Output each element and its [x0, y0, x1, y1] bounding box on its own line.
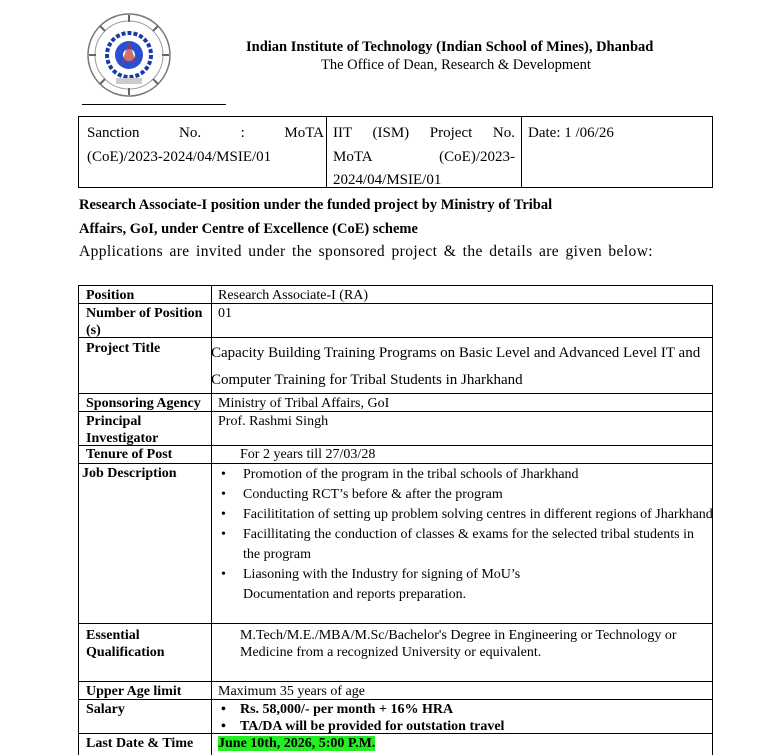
- project-line-3: 2024/04/MSIE/01: [333, 172, 442, 188]
- salary-item: • Rs. 58,000/- per month + 16% HRA: [211, 701, 713, 718]
- value-tenure: For 2 years till 27/03/28: [240, 447, 376, 462]
- row-num-positions: [78, 303, 713, 337]
- project-line-1: IIT (ISM) Project No.: [333, 125, 515, 141]
- date-text: Date: 1 /06/26: [528, 125, 614, 141]
- row-sponsoring-agency: [78, 393, 713, 411]
- label-age: Upper Age limit: [86, 684, 182, 699]
- label-position: Position: [86, 288, 135, 303]
- row-age: [78, 681, 713, 699]
- label-last-date: Last Date & Time: [86, 736, 194, 751]
- row-tenure: [78, 445, 713, 463]
- value-salary: [211, 700, 713, 733]
- row-last-date: [78, 733, 713, 755]
- label-num-positions: Number of Position (s): [86, 306, 203, 338]
- value-pi: Prof. Rashmi Singh: [218, 414, 329, 429]
- job-item: • Facilititation of setting up problem solving centres in different regions of Jharkhand: [211, 505, 713, 525]
- reference-table: [78, 116, 713, 188]
- label-pi: Principal Investigator: [86, 414, 159, 446]
- sanction-line-2: (CoE)/2023-2024/04/MSIE/01: [87, 148, 272, 165]
- label-job-description: Job Description: [82, 466, 177, 481]
- job-item: • Liasoning with the Industry for signing of MoU’s: [211, 565, 713, 585]
- sanction-line-1: Sanction No. : MoTA: [87, 125, 324, 141]
- institute-name: Indian Institute of Technology (Indian School of Mines), Dhanbad: [246, 39, 654, 55]
- row-position: [78, 285, 713, 303]
- salary-item: • TA/DA will be provided for outstation travel: [211, 718, 713, 735]
- value-job-description: [211, 464, 713, 623]
- iit-ism-logo: [86, 12, 172, 98]
- project-line-2: MoTA (CoE)/2023-: [333, 148, 515, 165]
- row-salary: [78, 699, 713, 733]
- label-salary: Salary: [86, 702, 125, 717]
- value-sponsoring-agency: Ministry of Tribal Affairs, GoI: [218, 396, 390, 411]
- label-sponsoring-agency: Sponsoring Agency: [86, 396, 201, 411]
- job-list: [211, 465, 713, 585]
- row-qualification: [78, 623, 713, 681]
- job-item: • Promotion of the program in the tribal schools of Jharkhand: [211, 465, 713, 485]
- project-no-cell: [327, 117, 522, 187]
- value-last-date: [211, 734, 713, 755]
- value-position: Research Associate-I (RA): [218, 288, 369, 303]
- job-extra: Documentation and reports preparation.: [243, 587, 467, 602]
- label-project-title: Project Title: [86, 341, 161, 356]
- sanction-cell: [79, 117, 327, 187]
- job-item: • Facillitating the conduction of classes & exams for the selected tribal students in the program: [211, 525, 713, 565]
- heading-line-2: Affairs, GoI, under Centre of Excellence (CoE) scheme: [79, 221, 418, 237]
- value-project-title: Capacity Building Training Programs on Basic Level and Advanced Level IT and Computer Training for Tribal Students in Jharkhand: [211, 345, 701, 388]
- last-date-highlight: June 10th, 2026, 5:00 P.M.: [218, 736, 376, 751]
- value-qualification: M.Tech/M.E./MBA/M.Sc/Bachelor's Degree in Engineering or Technology or Medicine from a recognized University or equivalent.: [240, 628, 677, 660]
- value-age: Maximum 35 years of age: [218, 684, 365, 699]
- office-name: The Office of Dean, Research & Development: [321, 57, 591, 73]
- heading-line-1: Research Associate-I position under the funded project by Ministry of Tribal: [79, 197, 553, 213]
- date-cell: [522, 117, 712, 187]
- label-qualification: Essential Qualification: [86, 628, 165, 660]
- label-tenure: Tenure of Post: [86, 447, 173, 462]
- row-project-title: [78, 337, 713, 393]
- row-pi: [78, 411, 713, 445]
- logo-underline: [82, 104, 226, 105]
- intro-text: Applications are invited under the sponsored project & the details are given below:: [79, 243, 653, 260]
- job-item: • Conducting RCT’s before & after the program: [211, 485, 713, 505]
- salary-list: [211, 701, 713, 735]
- value-num-positions: 01: [218, 306, 232, 321]
- row-job-description: [78, 463, 713, 623]
